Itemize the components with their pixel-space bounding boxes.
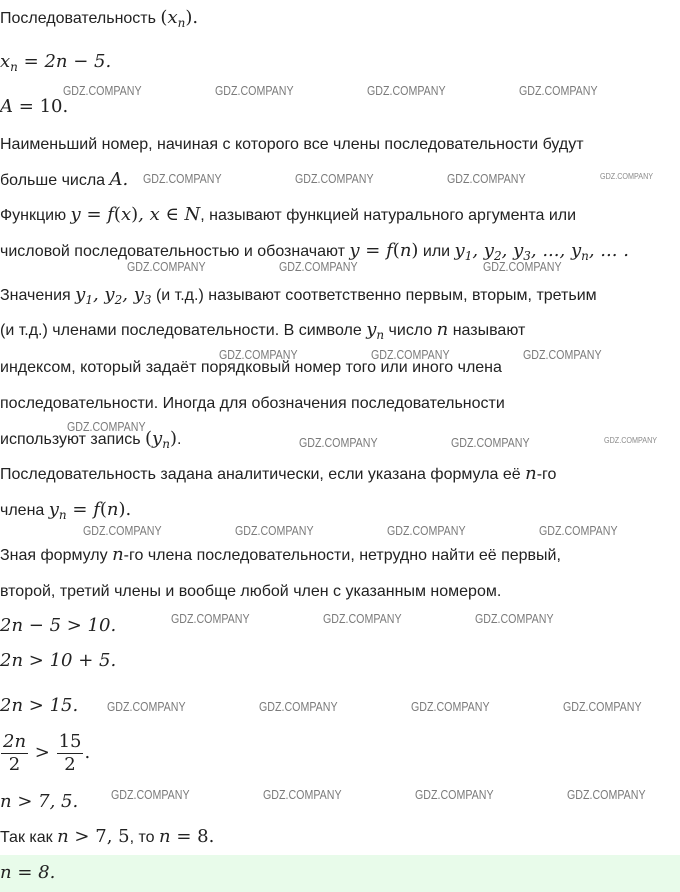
theory-line-11: второй, третий члены и вообще любой член с указанным номером. [0, 583, 502, 600]
watermark: GDZ.COMPANY [567, 787, 646, 802]
watermark: GDZ.COMPANY [519, 83, 598, 98]
task-text-1: Наименьший номер, начиная с которого все члены последовательности будут [0, 136, 584, 153]
theory-line-4: (и т.д.) членами последовательности. В символе $y_n$ число n называют [0, 319, 526, 342]
theory-line-2: числовой последовательностью и обозначают y = f(n) или $y_1$, $y_2$, $y_3$, ..., $y_n$, ... . [0, 240, 629, 263]
theory-line-9: члена $y_n = f(n)$. [0, 499, 132, 522]
watermark: GDZ.COMPANY [387, 523, 466, 538]
watermark: GDZ.COMPANY [111, 787, 190, 802]
solution-step-4: $\frac{2n}{2}$ > $\frac{15}{2}$ . [3, 730, 91, 775]
formula-xn: $x_n = 2n - 5$. [0, 51, 112, 74]
watermark: GDZ.COMPANY [523, 347, 602, 362]
watermark: GDZ.COMPANY [539, 523, 618, 538]
fraction-right: $\frac{15}{2}$ [58, 730, 82, 775]
watermark: GDZ.COMPANY [215, 83, 294, 98]
watermark: GDZ.COMPANY [323, 611, 402, 626]
watermark: GDZ.COMPANY [235, 523, 314, 538]
watermark: GDZ.COMPANY [411, 699, 490, 714]
watermark: GDZ.COMPANY [263, 787, 342, 802]
watermark: GDZ.COMPANY [604, 436, 658, 445]
theory-line-7: используют запись $(y_n)$. [0, 428, 182, 451]
theory-line-5: индексом, который задаёт порядковый номер того или иного члена [0, 359, 502, 376]
theory-line-8: Последовательность задана аналитически, если указана формула её n-го [0, 463, 557, 484]
theory-line-3: Значения $y_1$, $y_2$, $y_3$ (и т.д.) называют соответственно первым, вторым, третьим [0, 284, 597, 307]
solution-step-1: 2n − 5 > 10. [0, 615, 117, 636]
watermark: GDZ.COMPANY [143, 171, 222, 186]
fraction-left: $\frac{2n}{2}$ [3, 730, 27, 775]
math-seq-xn: $(x_n)$. [160, 7, 199, 30]
theory-line-1: Функцию y = f(x), x ∈ N, называют функцией натурального аргумента или [0, 204, 577, 225]
solution-step-5: n > 7, 5. [0, 791, 79, 812]
watermark: GDZ.COMPANY [483, 259, 562, 274]
watermark: GDZ.COMPANY [600, 172, 654, 181]
watermark: GDZ.COMPANY [279, 259, 358, 274]
watermark: GDZ.COMPANY [447, 171, 526, 186]
solution-conclusion: Так как n > 7, 5, то n = 8. [0, 826, 215, 847]
solution-step-2: 2n > 10 + 5. [0, 650, 117, 671]
watermark: GDZ.COMPANY [299, 435, 378, 450]
watermark: GDZ.COMPANY [475, 611, 554, 626]
watermark: GDZ.COMPANY [415, 787, 494, 802]
solution-step-3: 2n > 15. [0, 695, 79, 716]
watermark: GDZ.COMPANY [83, 523, 162, 538]
watermark: GDZ.COMPANY [371, 347, 450, 362]
watermark: GDZ.COMPANY [367, 83, 446, 98]
watermark: GDZ.COMPANY [451, 435, 530, 450]
watermark: GDZ.COMPANY [219, 347, 298, 362]
watermark: GDZ.COMPANY [67, 419, 146, 434]
watermark: GDZ.COMPANY [171, 611, 250, 626]
theory-line-10: Зная формулу n-го члена последовательности, нетрудно найти её первый, [0, 544, 561, 565]
watermark: GDZ.COMPANY [107, 699, 186, 714]
heading-sequence: Последовательность $(x_n)$. [0, 7, 199, 30]
task-text-2: больше числа A. [0, 169, 129, 190]
final-answer: n = 8. [0, 862, 56, 883]
watermark: GDZ.COMPANY [63, 83, 142, 98]
watermark: GDZ.COMPANY [295, 171, 374, 186]
watermark: GDZ.COMPANY [563, 699, 642, 714]
watermark: GDZ.COMPANY [259, 699, 338, 714]
watermark: GDZ.COMPANY [127, 259, 206, 274]
value-a: A = 10. [0, 96, 69, 117]
theory-line-6: последовательности. Иногда для обозначения последовательности [0, 395, 505, 412]
